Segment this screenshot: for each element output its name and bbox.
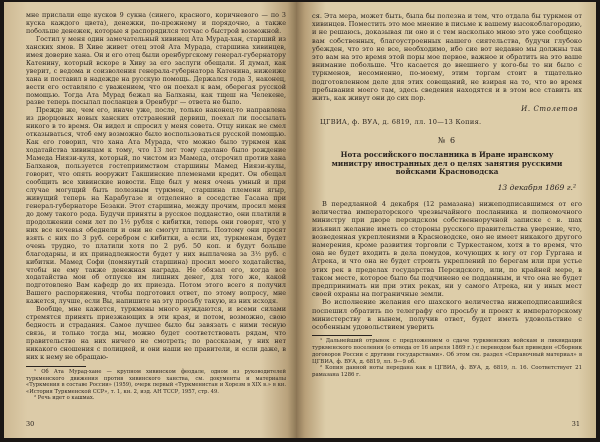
paragraph: мне прислали еще кусков 9 сукна (синего, красного, коричневого — по 3 куска каждого цвета), денежки, по-прежнему и порядочно, а также побольше денежек, которые я распорядился тотчас о быстрой возможной. [26,11,286,35]
paragraph: Прежде же, чем его, иначе уже, после, только наконец-то направлена из дворцовых новых ханских отстранений дервиш, поехал ли поссылать никого в то время. Он видел и спросил у меня совета. Отцу никак не смел отказываться, чтоб ему возможно было воспользоваться русской помощью. Как его говорил, что хана Ата Мурада, что можно было туркмен как ходатайства хивинцам к тому, что 13 лет тому сделано было рождение Мамеда Ниязи-куля, который, по чистом из Мамеда, отсрочил против хана Балханов, пользуется гостеприимством старшины Мамед Ниязи-кулы, говорит, что опять вооружит Гакшинские племенами кредит. Он обещал сообщить все хивинские новости. Еще был у меня очень умный и при случае могущий быть полезным туркмен, старшина племени ягыр, живущий теперь на Карабугазе и отделенно в соседстве Гасана при генерал-губернаторе Безаки. Этот старшина, между прочим, просил меня до дому такого рода. Будучи приняты в русское подданство, они платили в продолжении семи лет по 1½ рубля с кибитки, теперь они говорят, что у них все кочевья обеднели и они не смогут платить. Поэтому они просят взять с них по 3 руб. серебром с кибитки, а если их, туркменам, будет очень трудно, то платили хотя по 2 руб. 50 коп. и будут больше благодарны, и их принадлежности будет у них выплачена за 3½ руб. с кибитки. Мамед Софи (помянутый старшина) просил моего ходатайства, чтобы не ему также денежная награда. Не обязал его, когда все ходатайства мои об отпуске им лишних денег, для того же, какой подготовлено Вам кафедр до их приезда. Потом этого всего я получил Вашего распоряжения, чтобы подготовил ответ, по этому вопросу, мне кажется, лучше, если Вы, напишите на эту просьбу такую, из них исходя. [26,106,286,306]
archive-reference: ЦГВИА, ф. ВУА, д. 6819, лл. 10—13 Копия. [320,118,482,127]
footnote-rule [26,366,86,367]
right-page-body [312,200,582,331]
paragraph: В передланной 4 декабря (12 рамазана) нижеподписавшимся от его величества императорского чрезвычайного посланника и полномочного министру при дворе персидском собственноручной записке с в. шах изъявил желание иметь со стороны русского правительства уверение, что, возведенная укреплениями в Красноводске, оно не имеет никакого другого намерения, кроме развития торговли с Туркестаном, хотя в то время, что она не будет входить в дела помудов, кочующих к югу от гор Гургана и Атрека, и что она не будет строить укреплений по берегам или при устье этих рек в пределах государства Персидского, или, по крайней мере, в таком месте, которое было бы подчинено ее подданным, и что она не будет предпринимать ни при этих реках, ни у самого Атрека, ни у иных мест своей охраны на пограничные земли. [312,200,582,299]
page-number-right: 31 [571,420,580,428]
left-footnotes [26,369,286,402]
right-page [296,2,596,438]
page-number-left: 30 [26,420,35,428]
continued-paragraph: ся. Эта мера, может быть, была бы полезна и тем, что отдала бы туркмен от хивинцев. Поместить это мое мнение в письме к вашему высокоблагородию, и не решаюсь, доказывая ли оно и с тем насколько мною это уже сообщено вам собственных, благоустроенных нашего сиятельства, будучи глубоко убежден, что это не все, необходимо, ибо сие вот недавно мы должны так это вам на это время этой поры мое первое, важное и обратить на это ваше внимание побольше. Что касается до внешнего у кого-бы то ни было с туркменов, несомненно, по-моему, этим торгам стоит в тщательно подготовленном деле для этих совещаний, не взирая на то, что во время пребывания моего там, здесь сведения находятся и в этом все ставить их жить, как живут они до сих пор. [312,12,582,103]
paragraph: Гостил у меня один замечательный хивинец Ата Мурад-хан, старший из ханских ямов. В Хиве живет отец этой Ата Мурада, старшина хивинцев, имея доверие хана. Он и его отец были оренбургскому генерал-губернатору Катенину, который вскоре в Хиву за его заслуги обещали. Я думал, как уверит, с ведома и соизволения генерала-губернатора Катенина, нижеиже хана и поставил в надежде на русскую помощь. Держался года 3, наконец, вести его оставляло с уважением, что он поехал к вам, оберегая русской помощью. Тогда Ата Мурад бежал на Балханы, как тщеш на Челекене, разве теперь посылал посланцев в Оренбург — ответа не было. [26,34,287,107]
footnote-rule [312,335,372,336]
footnote: ² Речь идет о кашмах. [34,395,95,402]
left-page [4,2,296,438]
document-title: Нота российского посланника в Иране иранскому министру иностранных дел о целях занятия русскими войсками Красноводска [331,150,563,177]
footnote: ¹ Об Ата Мурад-хане — крупном хивинском феодале, одном из руководителей туркменского движения против хивинского ханства, см. документы и материалы «Туркмения в составе России» (1959), очерк первый «Туркменистан и Хорезм в XIX в.» в кн. «История Туркменской ССР», т. 1, кн. 2, изд. АН ТССР, 1957, стр. 49. [26,368,286,395]
left-page-body [26,12,286,362]
footnote: ² Копия данной ноты передана как в ЦГВИА, ф. ВУА, д. 6819, л. 16. Соответствует 21 рамазана 1286 г. [312,365,582,379]
signature: И. Столетов [521,105,578,114]
footnote: ¹ Дальнейший отрывок с предложением о сдаче туркменских войскам и ликвидации туркменского поселения (о отвода от 16 апреля 1869 г.) с переводом был приведен «Сборник договоров России с другими государствами». Об этом см. раздел «Справочный материал» в ЦГВИА, ф. ВУА, д. 6819, лл. 9—9 об. [312,338,582,365]
document-date: 13 декабря 1869 г.² [497,183,576,193]
document-number: № 6 [437,136,457,146]
paragraph: Вообще, мне кажется, туркмены много нуждаются, и всеми силами стремятся принять приезжающих в эти края, и потом, возможно, свою бедность и страдания. Самое лучшее было бы завязать с ними тесную связь, и только тогда мы, можно будет соответствовать рядам, что правительство на них ничего не смотреть; по рассказам, у них нет никакого сношения с полицией, и они наши не правители, и если даже, в них к нему не обращаю- [26,305,286,361]
paragraph: Во исполнение желания его шахского величества нижеподписавшийся поспешил обратить по телеграфу его просьбу и проект к императорскому министерству в нынем, получив ответ, будет иметь удовольствие с особенным удовольствием уверить [312,298,582,332]
right-footnotes [312,338,582,379]
book-spread [4,2,596,438]
